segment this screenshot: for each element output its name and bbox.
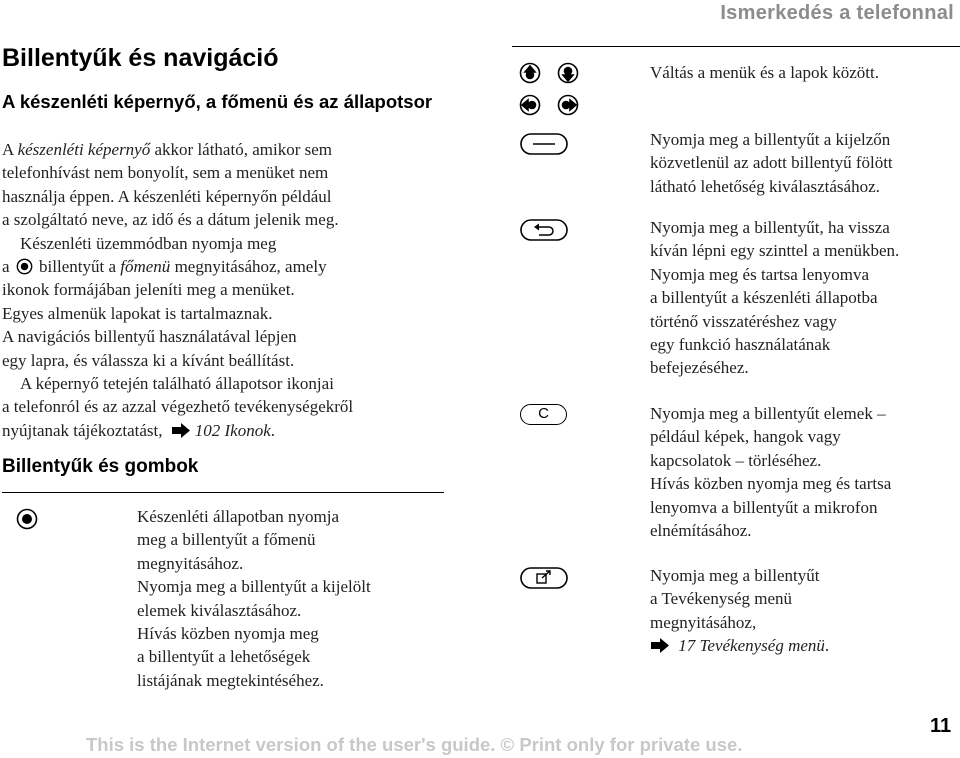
text: elnémításához. [650, 521, 752, 541]
activity-key-description [650, 564, 960, 658]
intro-paragraph [2, 138, 452, 442]
reference-arrow-icon [171, 423, 191, 438]
text: például képek, hangok vagy [650, 427, 841, 447]
intro-line [2, 419, 452, 442]
text: Váltás a menük és a lapok között. [650, 63, 879, 82]
nav-left-icon [521, 96, 540, 115]
text: közvetlenül az adott billentyű fölött [650, 153, 893, 173]
intro-line: használja éppen. A készenléti képernyőn például [2, 186, 332, 206]
reference-arrow-icon [650, 638, 670, 653]
page-number: 11 [930, 715, 952, 737]
nav-right-icon [559, 96, 578, 115]
page-reference[interactable]: 102 Ikonok [194, 420, 271, 440]
text: Nyomja meg a billentyűt, ha vissza [650, 218, 890, 237]
text: Készenléti állapotban nyomja [137, 507, 340, 526]
intro-line: telefonhívást nem bonyolít, sem a menüket nem [2, 163, 329, 183]
text: befejezéséhez. [650, 358, 749, 378]
text: megnyitásához. [137, 553, 244, 573]
text: . [824, 636, 830, 656]
intro-line: Készenléti üzemmódban nyomja meg [20, 233, 277, 253]
intro-line: Egyes almenük lapokat is tartalmaznak. [2, 303, 273, 323]
clear-key-icon [520, 404, 567, 425]
text: Nyomja meg a billentyűt elemek – [650, 404, 886, 423]
clear-key-label: C [520, 404, 567, 425]
select-key-description [137, 505, 447, 692]
text: billentyűt a [34, 257, 121, 277]
section-header: Ismerkedés a telefonnal [720, 2, 954, 24]
text: akkor látható, amikor sem [150, 140, 332, 159]
nav-down-icon [559, 64, 578, 83]
text: nyújtanak tájékoztatást, [2, 420, 167, 440]
footer-note: This is the Internet version of the user's guide. © Print only for private use. [86, 734, 743, 755]
intro-line: ikonok formájában jeleníti meg a menüket. [2, 280, 295, 300]
back-key-icon [520, 218, 570, 247]
text: a billentyűt a készenléti állapotba [650, 288, 878, 308]
activity-key-icon [520, 566, 570, 595]
text: Hívás közben nyomja meg és tartsa [650, 474, 892, 494]
text: listájának megtekintéséhez. [137, 670, 324, 690]
text: lenyomva a billentyűt a mikrofon [650, 497, 878, 517]
intro-line: A navigációs billentyű használatával lépjen [2, 327, 297, 347]
select-key-icon [16, 258, 33, 275]
italic-term: készenléti képernyő [17, 140, 151, 159]
nav-up-icon [521, 64, 540, 83]
intro-line [2, 255, 452, 278]
text: a [2, 257, 14, 277]
text: kíván lépni egy szinttel a menükben. [650, 241, 900, 261]
text: Hívás közben nyomja meg [137, 624, 319, 644]
text: egy funkció használatának [650, 335, 831, 355]
page-title: Billentyűk és navigáció [2, 44, 279, 72]
intro-line: a telefonról és az azzal végezhető tevékenységekről [2, 397, 354, 417]
text: Nyomja meg a billentyűt a kijelölt [137, 577, 371, 597]
keys-section-title: Billentyűk és gombok [2, 456, 199, 477]
text: a billentyűt a lehetőségek [137, 647, 311, 667]
italic-term: főmenü [120, 257, 171, 277]
clear-key-description [650, 402, 960, 542]
divider [512, 46, 960, 47]
selection-key-description [650, 128, 960, 198]
select-key-icon [16, 508, 38, 535]
text: Nyomja meg és tartsa lenyomva [650, 264, 870, 284]
intro-line: egy lapra, és válassza ki a kívánt beállítást. [2, 350, 295, 370]
selection-key-icon [520, 132, 570, 161]
text: Nyomja meg a billentyűt [650, 566, 820, 585]
text: látható lehetőség kiválasztásához. [650, 176, 880, 196]
intro-line [2, 138, 452, 161]
page-reference[interactable]: 17 Tevékenység menü [678, 636, 825, 656]
text: kapcsolatok – törléséhez. [650, 450, 822, 470]
navigation-key-description [650, 61, 960, 84]
text: Nyomja meg a billentyűt a kijelzőn [650, 130, 891, 149]
text: . [270, 420, 276, 440]
text: meg a billentyűt a főmenü [137, 530, 316, 550]
text: megnyitásához, [650, 612, 757, 632]
text: történő visszatéréshez vagy [650, 311, 837, 331]
back-key-description [650, 216, 960, 380]
text: A [2, 140, 18, 159]
text: megnyitásához, amely [170, 257, 327, 277]
intro-line: A képernyő tetején található állapotsor ikonjai [20, 374, 334, 394]
subtitle-standby: A készenléti képernyő, a főmenü és az állapotsor [2, 91, 433, 112]
intro-line: a szolgáltató neve, az idő és a dátum jelenik meg. [2, 210, 339, 230]
navigation-key-icons [518, 62, 588, 123]
activity-reference-line [650, 634, 960, 657]
text: a Tevékenység menü [650, 589, 793, 609]
text: elemek kiválasztásához. [137, 600, 302, 620]
divider [2, 492, 444, 493]
